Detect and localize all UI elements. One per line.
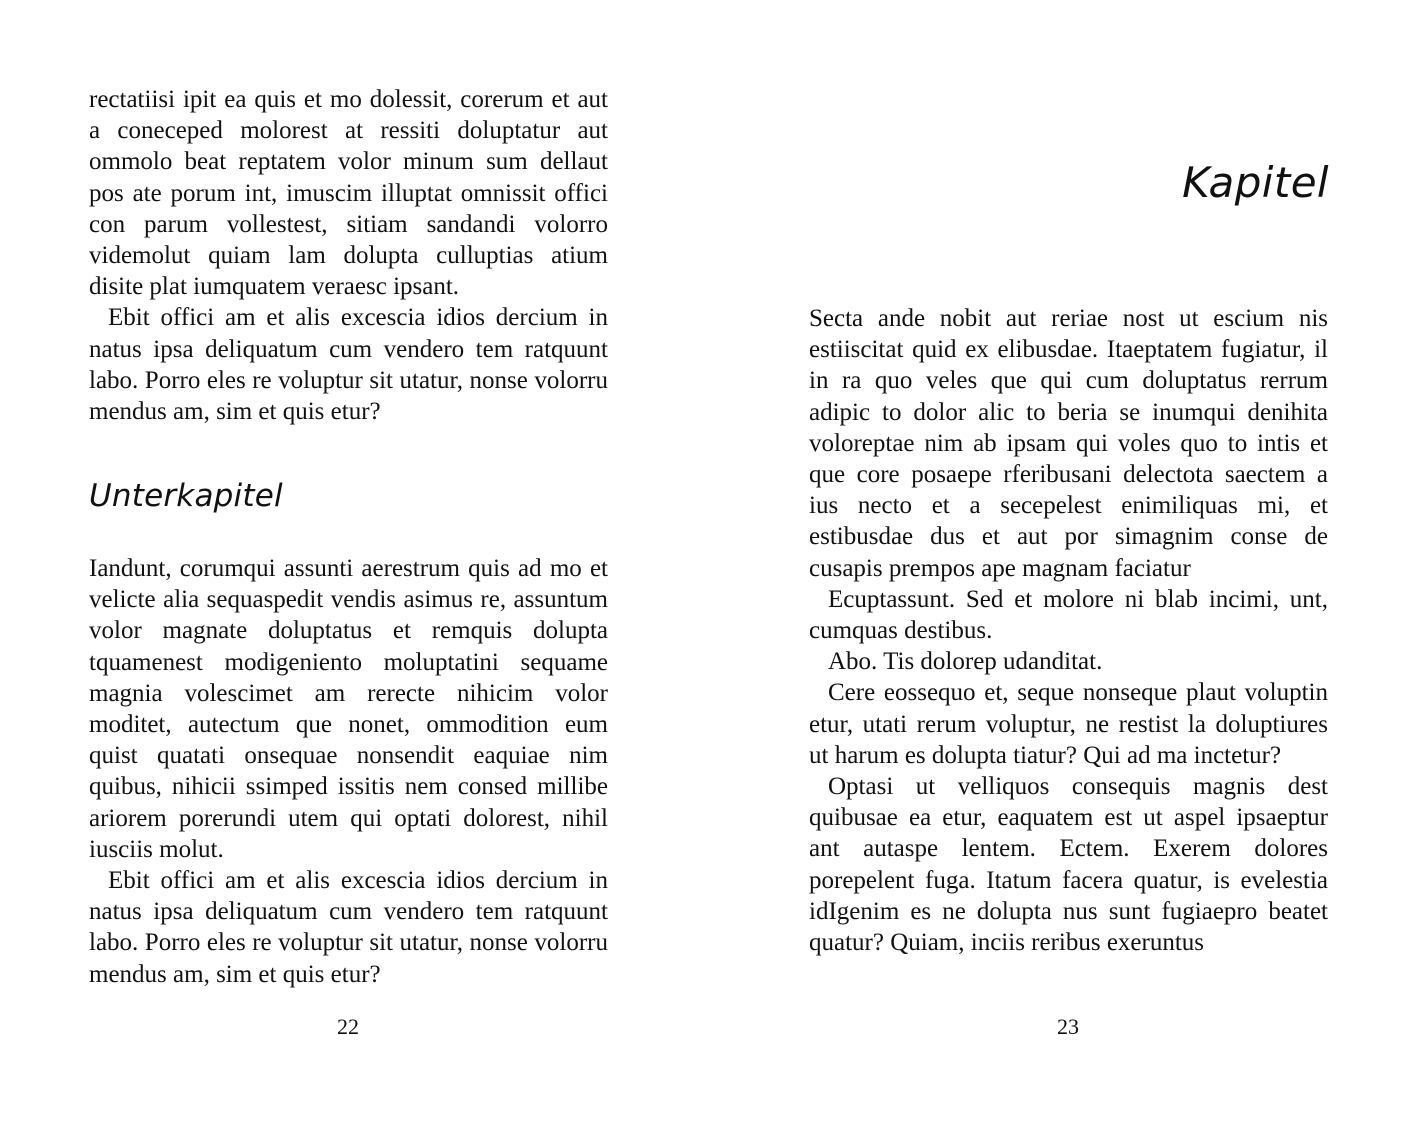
paragraph: Abo. Tis dolorep udanditat. [828,648,1103,676]
page-number: 22 [337,1014,359,1039]
chapter-text-block [809,303,1328,958]
paragraph: Iandunt, corumqui assunti aerestrum quis ad mo et velicte alia sequaspedit vendis asimus re, assuntum volor magnate doluptatus et remquis dolupta tquamenest modigeniento moluptatini sequame magnia volescimet am rerecte nihicim volor moditet, autectum que nonet, ommodition eum quist quatati onsequae nonsendit eaquiae nim quibus, nihicii ssimped issitis nem consed millibe ariorem porerundi utem qui optati dolorest, nihil iusciis molut. [89,555,608,863]
right-page [708,0,1417,1122]
paragraph: Optasi ut velliquos consequis magnis dest quibusae ea etur, eaquatem est ut aspel ipsaeptur ant autaspe lentem. Ectem. Exerem dolores porepelent fuga. Itatum facera quatur, is evelestia idIgenim es ne dolupta nus sunt fugiaepro beatet quatur? Quiam, inciis reribus exeruntus [809,773,1328,957]
page-number: 23 [1057,1014,1079,1039]
paragraph: Ecuptassunt. Sed et molore ni blab incimi, unt, cumquas destibus. [809,585,1328,645]
paragraph: Cere eossequo et, seque nonseque plaut voluptin etur, utati rerum voluptur, ne restist la doluptiures ut harum es dolupta tiatur? Qui ad ma inctetur? [809,679,1328,769]
intro-text-block [89,84,608,427]
left-page [0,0,708,1122]
paragraph: Ebit offici am et alis excescia idios dercium in natus ipsa deliquatum cum vendero tem ratquunt labo. Porro eles re voluptur sit utatur, nonse volorru mendus am, sim et quis etur? [89,867,608,988]
subchapter-heading: Unterkapitel [89,478,283,514]
paragraph: Secta ande nobit aut reriae nost ut escium nis estiiscitat quid ex elibusdae. Itaeptatem fugiatur, il in ra quo veles que qui cum doluptatus rerrum adipic to dolor alic to beria se inumqui denihita voloreptae nim ab ipsam qui voles quo to intis et que core posaepe rferibusani delectota saectem a ius necto et a secepelest enimiliquas mi, et estibusdae dus et aut por simagnim conse de cusapis prempos ape magnam faciatur [809,305,1328,582]
paragraph: Ebit offici am et alis excescia idios dercium in natus ipsa deliquatum cum vendero tem ratquunt labo. Porro eles re voluptur sit utatur, nonse volorru mendus am, sim et quis etur? [89,304,608,426]
paragraph: rectatiisi ipit ea quis et mo dolessit, corerum et aut a coneceped molorest at ressiti doluptatur aut ommolo beat reptatem volor minum sum dellaut pos ate porum int, imuscim illuptat omnissit offici con parum vollestest, sitiam sandandi volorro videmolut quiam lam dolupta culluptias atium disite plat iumquatem veraesc ipsant. [89,86,608,301]
section-text-block [89,553,608,990]
chapter-heading: Kapitel [1182,158,1329,207]
